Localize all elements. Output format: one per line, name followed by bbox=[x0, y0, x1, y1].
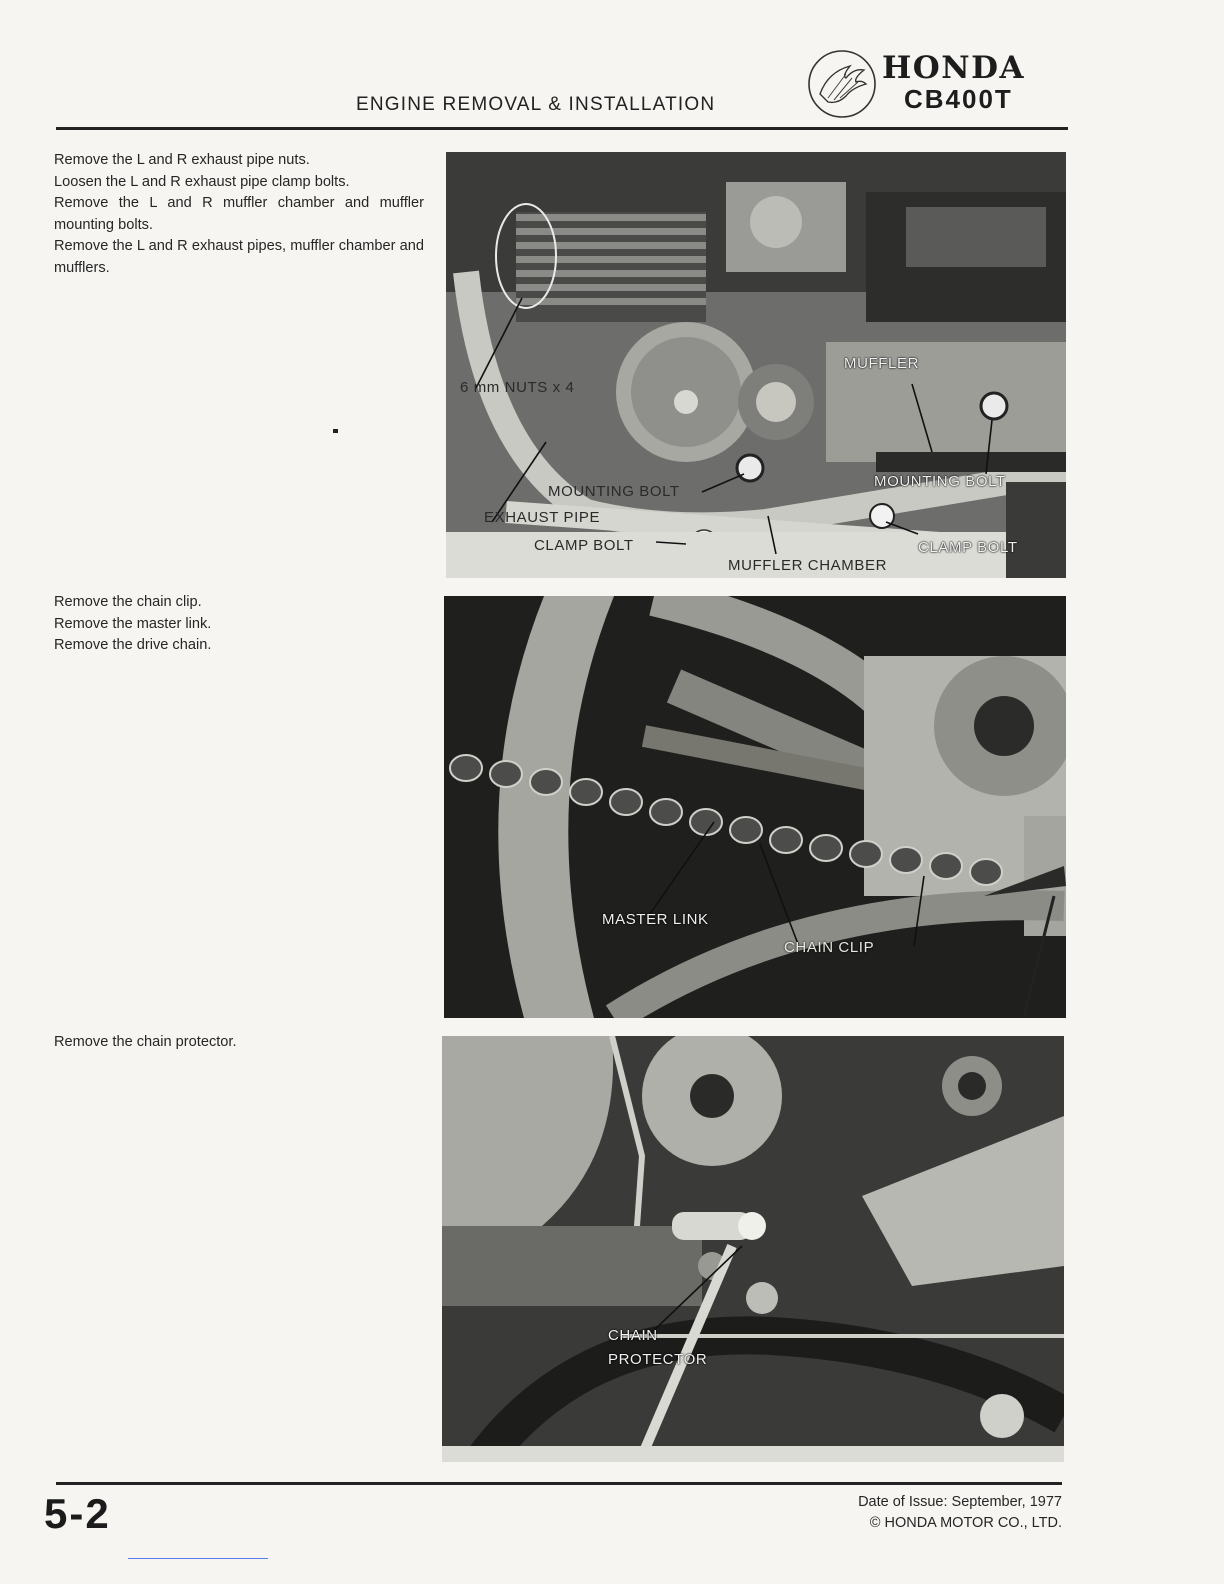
section-title: ENGINE REMOVAL & INSTALLATION bbox=[356, 94, 716, 115]
copyright: © HONDA MOTOR CO., LTD. bbox=[869, 1515, 1062, 1531]
label-chain-protector-line1: CHAIN bbox=[608, 1327, 658, 1344]
model-name: CB400T bbox=[904, 84, 1013, 114]
brand-name: HONDA bbox=[882, 50, 1026, 86]
photo-chain-image bbox=[444, 596, 1066, 1018]
label-muffler-chamber: MUFFLER CHAMBER bbox=[728, 557, 888, 574]
label-chain-clip: CHAIN CLIP bbox=[784, 939, 875, 956]
footer-rule bbox=[56, 1482, 1062, 1485]
issue-date: Date of Issue: September, 1977 bbox=[858, 1494, 1062, 1510]
instruction-line: Remove the chain clip. bbox=[54, 594, 202, 610]
label-master-link: MASTER LINK bbox=[602, 911, 709, 928]
label-mounting-bolt-left: MOUNTING BOLT bbox=[548, 483, 680, 500]
photo-exhaust-system bbox=[446, 152, 1066, 578]
photo-chain-protector bbox=[442, 1036, 1064, 1462]
label-clamp-bolt-left: CLAMP BOLT bbox=[534, 537, 634, 554]
label-muffler: MUFFLER bbox=[844, 355, 920, 372]
instruction-line: Remove the L and R exhaust pipe nuts. bbox=[54, 152, 310, 168]
label-clamp-bolt-right: CLAMP BOLT bbox=[918, 539, 1018, 556]
instruction-block-exhaust bbox=[54, 150, 424, 280]
footer-info bbox=[800, 1492, 1062, 1534]
photo-drive-chain bbox=[444, 596, 1066, 1018]
instruction-block-protector bbox=[54, 1032, 424, 1054]
instruction-line: Remove the drive chain. bbox=[54, 637, 212, 654]
page-link-underline[interactable] bbox=[128, 1558, 268, 1559]
instruction-line: Remove the chain protector. bbox=[54, 1034, 237, 1050]
label-mounting-bolt-right: MOUNTING BOLT bbox=[874, 473, 1006, 490]
page-number: 5-2 bbox=[44, 1490, 111, 1537]
label-exhaust-pipe: EXHAUST PIPE bbox=[484, 509, 601, 526]
instruction-line: Loosen the L and R exhaust pipe clamp bolts. bbox=[54, 173, 350, 190]
instruction-line: Remove the L and R exhaust pipes, muffler chamber and mufflers. bbox=[54, 238, 424, 276]
instruction-line: Remove the L and R muffler chamber and muffler mounting bolts. bbox=[54, 195, 424, 233]
stray-mark bbox=[333, 429, 338, 433]
instruction-block-chain bbox=[54, 592, 424, 657]
instruction-line: Remove the master link. bbox=[54, 615, 212, 632]
photo-protector-image bbox=[442, 1036, 1064, 1462]
honda-wing-logo bbox=[806, 48, 878, 120]
header-rule bbox=[56, 127, 1068, 130]
label-nuts: 6 mm NUTS x 4 bbox=[460, 379, 575, 396]
label-chain-protector-line2: PROTECTOR bbox=[608, 1351, 708, 1368]
